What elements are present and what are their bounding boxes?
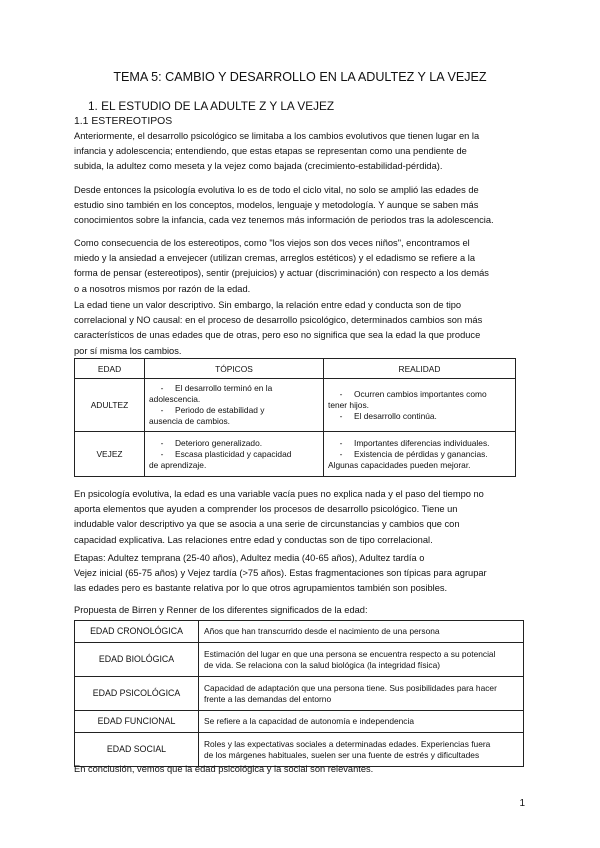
table-header: TÓPICOS <box>145 359 324 379</box>
age-type-cell: EDAD BIOLÓGICA <box>75 643 199 677</box>
paragraph: Etapas: Adultez temprana (25-40 años), Adultez media (40-65 años), Adultez tardía o Vejez inicial (65-75 años) y Vejez tardía (>75 años). Estas fragmentaciones son típicas para agrupar las edades pero es bastante relativa por lo que otros agrupamientos también son posibles. <box>74 553 487 594</box>
age-type-cell: EDAD SOCIAL <box>75 733 199 767</box>
table-row <box>75 643 524 677</box>
document-title: TEMA 5: CAMBIO Y DESARROLLO EN LA ADULTEZ Y LA VEJEZ <box>113 70 487 84</box>
age-type-cell: EDAD FUNCIONAL <box>75 711 199 733</box>
age-cell: VEJEZ <box>75 432 145 477</box>
reality-cell: - Ocurren cambios importantes como tener hijos. - El desarrollo continúa. <box>324 379 516 432</box>
age-cell: ADULTEZ <box>75 379 145 432</box>
definition-cell: Estimación del lugar en que una persona se encuentra respecto a su potencial de vida. Se relaciona con la salud biológica (la integridad física) <box>199 643 524 677</box>
topics-table <box>74 358 516 477</box>
subsection-heading: 1.1 ESTEREOTIPOS <box>74 116 173 127</box>
reality-cell: - Importantes diferencias individuales. - Existencia de pérdidas y ganancias. Algunas capacidades pueden mejorar. <box>324 432 516 477</box>
table-row <box>75 677 524 711</box>
section-heading: 1. EL ESTUDIO DE LA ADULTE Z Y LA VEJEZ <box>88 99 335 113</box>
paragraph: Propuesta de Birren y Renner de los diferentes significados de la edad: <box>74 605 368 615</box>
definition-cell: Años que han transcurrido desde el nacimiento de una persona <box>199 621 524 643</box>
table-header: EDAD <box>75 359 145 379</box>
page-number: 1 <box>519 798 525 809</box>
definition-cell: Se refiere a la capacidad de autonomía e independencia <box>199 711 524 733</box>
topics-cell: - Deterioro generalizado. - Escasa plasticidad y capacidad de aprendizaje. <box>145 432 324 477</box>
table-row <box>75 432 516 477</box>
paragraph: Anteriormente, el desarrollo psicológico se limitaba a los cambios evolutivos que tienen lugar en la infancia y adolescencia; entendiendo, que estas etapas se representan como una pendiente de subida, la adultez como meseta y la vejez como bajada (crecimiento-estabilidad-pérdida). <box>74 131 480 172</box>
paragraph: La edad tiene un valor descriptivo. Sin embargo, la relación entre edad y conducta son de tipo correlacional y NO causal: en el proceso de desarrollo psicológico, determinados cambios son más característicos de unas edades que de otras, pero eso no significa que sea la edad la que produce por sí misma los cambios. <box>74 300 483 356</box>
table-row <box>75 379 516 432</box>
age-meanings-table <box>74 620 524 767</box>
age-type-cell: EDAD CRONOLÓGICA <box>75 621 199 643</box>
conclusion: En conclusión, vemos que la edad psicológica y la social son relevantes. <box>74 764 374 774</box>
definition-cell: Capacidad de adaptación que una persona tiene. Sus posibilidades para hacer frente a las demandas del entorno <box>199 677 524 711</box>
paragraph: Como consecuencia de los estereotipos, como "los viejos son dos veces niños", encontramos el miedo y la ansiedad a envejecer (utilizan cremas, arreglos estéticos) y el edadismo se refiere a la forma de pensar (estereotipos), sentir (prejuicios) y actuar (discriminación) con respecto a los demás o a nosotros mismos por razón de la edad. <box>74 238 489 294</box>
paragraph: Desde entonces la psicología evolutiva lo es de todo el ciclo vital, no solo se amplió las edades de estudio sino también en los conceptos, modelos, lenguaje y metodología. Y aunque se saben más conocimientos sobre la infancia, cada vez tenemos más información de periodos tras la adolescencia. <box>74 185 494 226</box>
definition-cell: Roles y las expectativas sociales a determinadas edades. Experiencias fuera de los márgenes habituales, suelen ser una fuente de estrés y dificultades <box>199 733 524 767</box>
age-type-cell: EDAD PSICOLÓGICA <box>75 677 199 711</box>
topics-cell: - El desarrollo terminó en la adolescencia. - Periodo de estabilidad y ausencia de cambios. <box>145 379 324 432</box>
table-row <box>75 711 524 733</box>
paragraph: En psicología evolutiva, la edad es una variable vacía pues no explica nada y el paso del tiempo no aporta elementos que ayuden a comprender los procesos de desarrollo psicológico. Tiene un indudable valor descriptivo ya que se asocia a una serie de circunstancias y cambios que con capacidad explicativa. Las relaciones entre edad y conductas son de tipo correlacional. <box>74 489 484 545</box>
table-header: REALIDAD <box>324 359 516 379</box>
table-row <box>75 621 524 643</box>
